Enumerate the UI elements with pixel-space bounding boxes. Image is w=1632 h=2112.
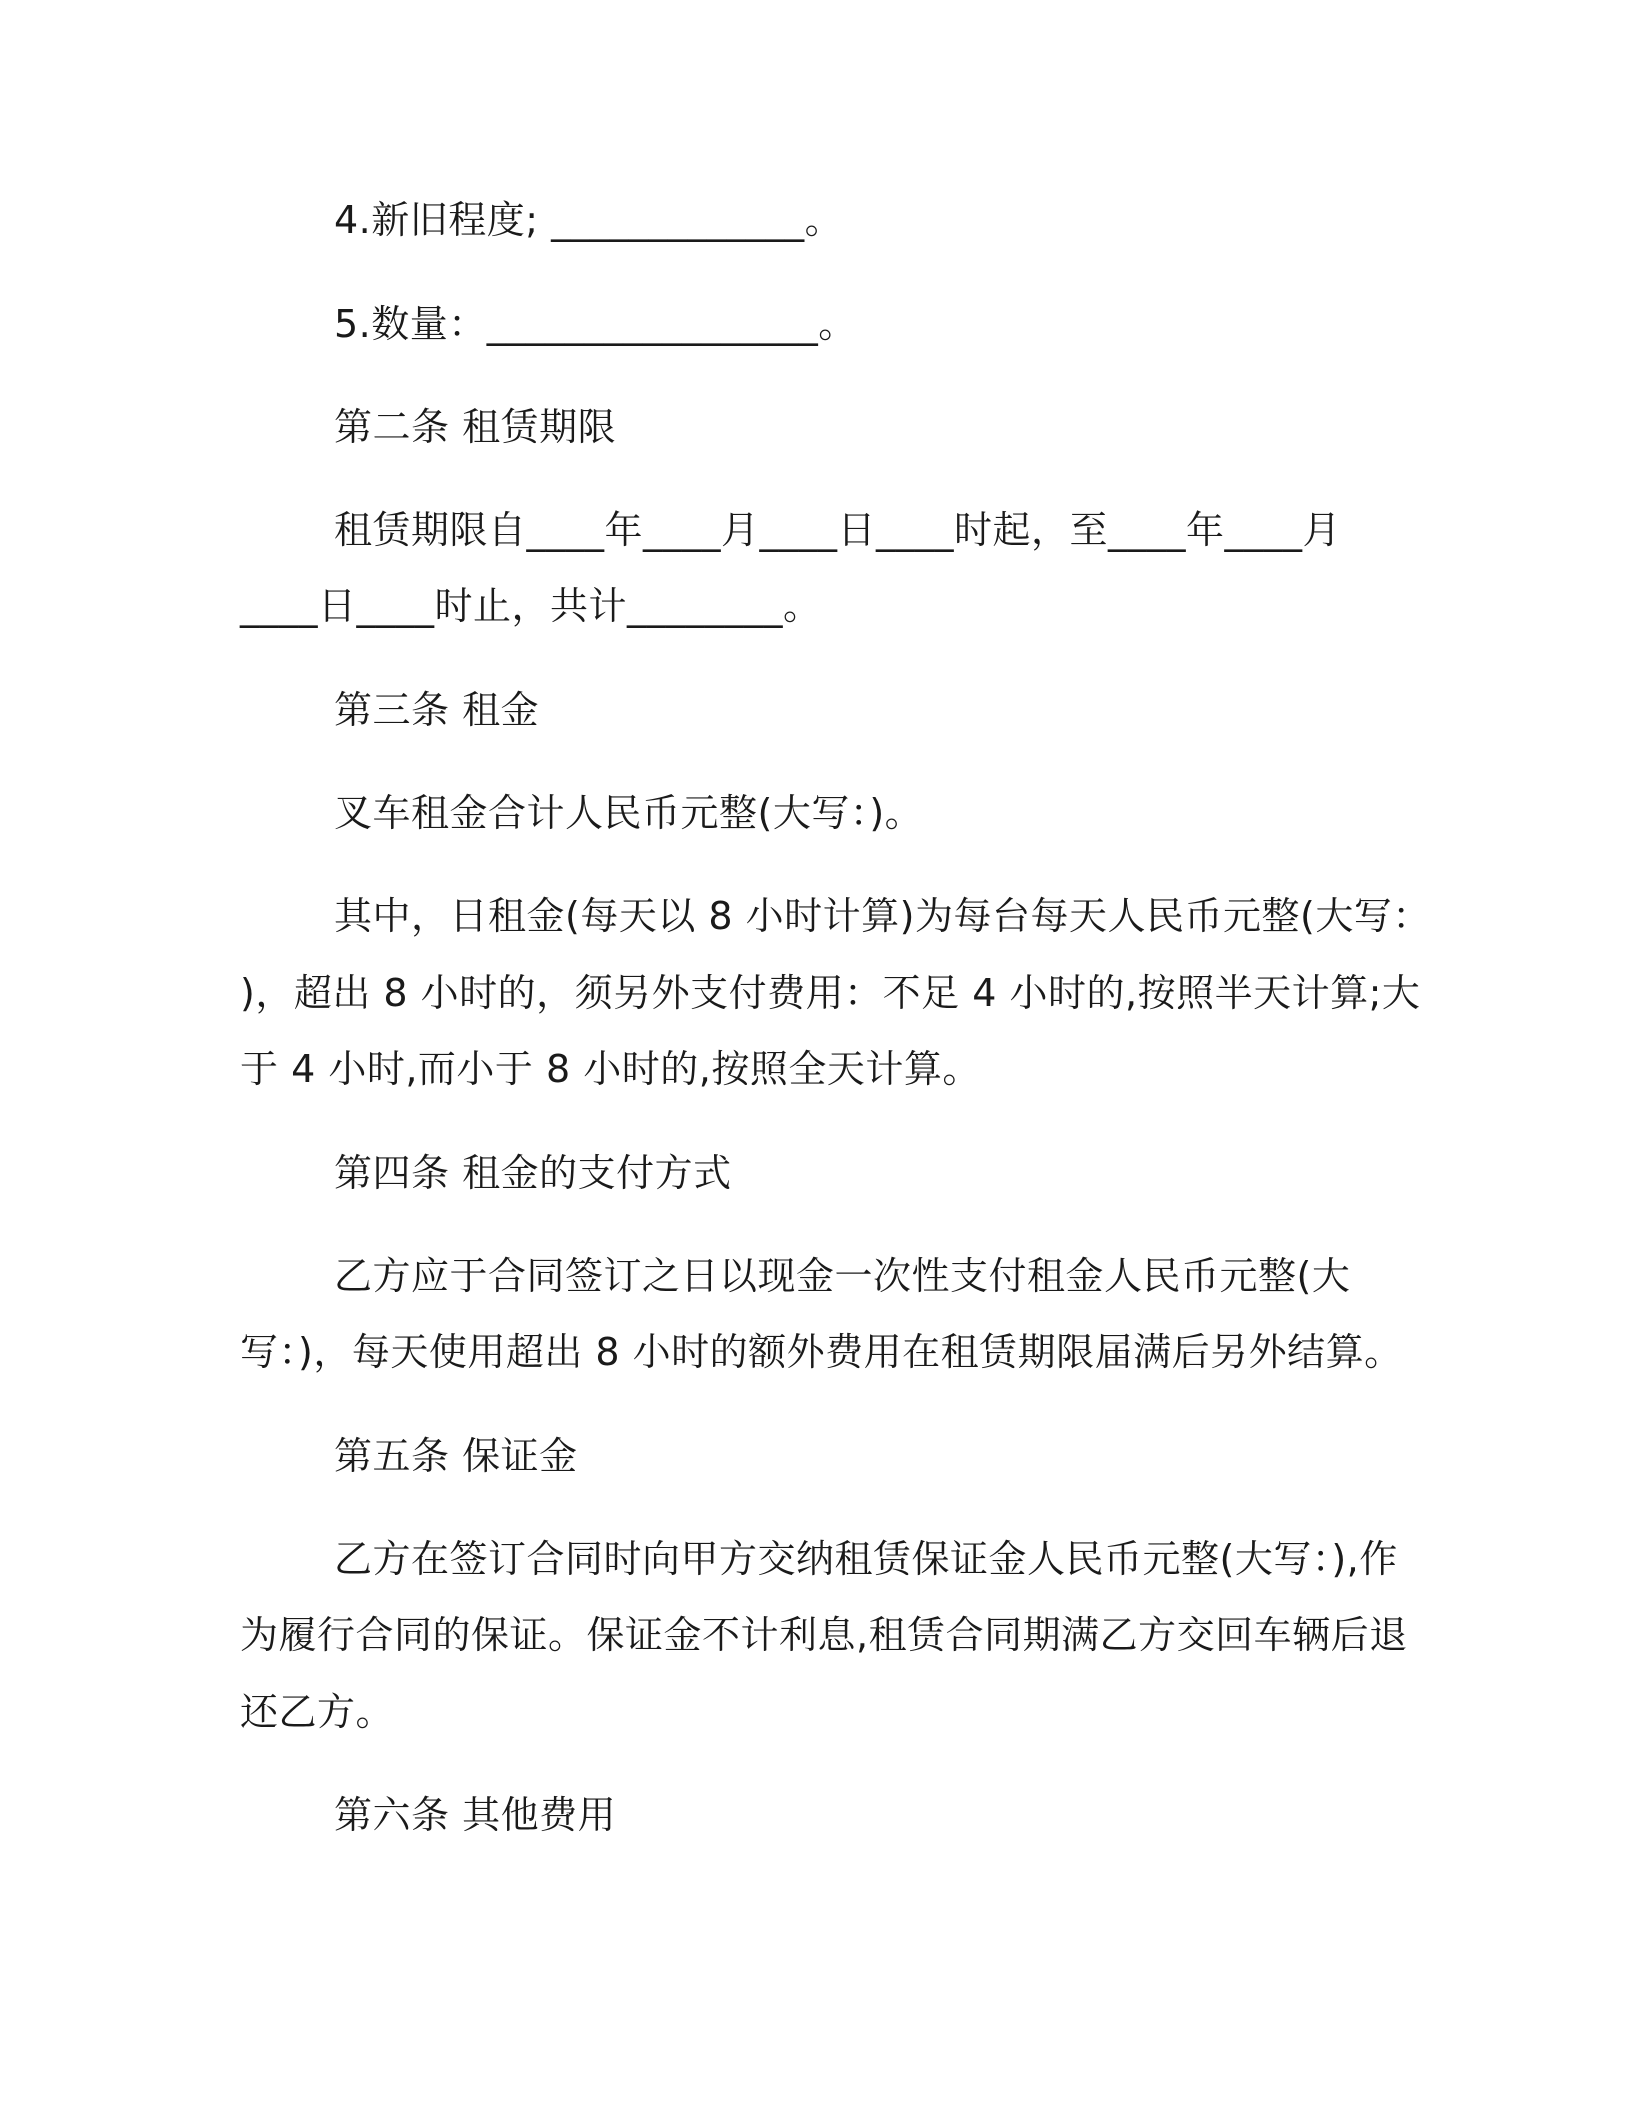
article-2-heading: 第二条 租赁期限	[334, 405, 617, 449]
item-quantity: 5.数量：_________________。	[334, 302, 857, 346]
article-4-text-line-2: 写：)，每天使用超出 8 小时的额外费用在租赁期限届满后另外结算。	[240, 1330, 1403, 1374]
article-5-text-line-3: 还乙方。	[240, 1690, 395, 1734]
article-6-heading: 第六条 其他费用	[334, 1793, 617, 1837]
article-3-text-line-3: 于 4 小时,而小于 8 小时的,按照全天计算。	[240, 1047, 981, 1091]
article-4-heading: 第四条 租金的支付方式	[334, 1151, 732, 1195]
item-condition: 4.新旧程度; _____________。	[334, 198, 844, 242]
article-2-text-line-1: 租赁期限自____年____月____日____时起，至____年____月	[334, 508, 1342, 552]
article-5-text-line-1: 乙方在签订合同时向甲方交纳租赁保证金人民币元整(大写：),作	[334, 1537, 1398, 1581]
article-5-text-line-2: 为履行合同的保证。保证金不计利息,租赁合同期满乙方交回车辆后退	[240, 1613, 1408, 1657]
article-2-text-line-2: ____日____时止，共计________。	[240, 584, 822, 628]
article-3-heading: 第三条 租金	[334, 688, 540, 732]
article-4-text-line-1: 乙方应于合同签订之日以现金一次性支付租金人民币元整(大	[334, 1254, 1351, 1298]
article-3-text-line-2: )，超出 8 小时的，须另外支付费用：不足 4 小时的,按照半天计算;大	[240, 971, 1421, 1015]
article-5-heading: 第五条 保证金	[334, 1434, 578, 1478]
article-3-text-line-1: 其中，日租金(每天以 8 小时计算)为每台每天人民币元整(大写：	[334, 894, 1431, 938]
article-3-total-rent: 叉车租金合计人民币元整(大写：)。	[334, 791, 924, 835]
